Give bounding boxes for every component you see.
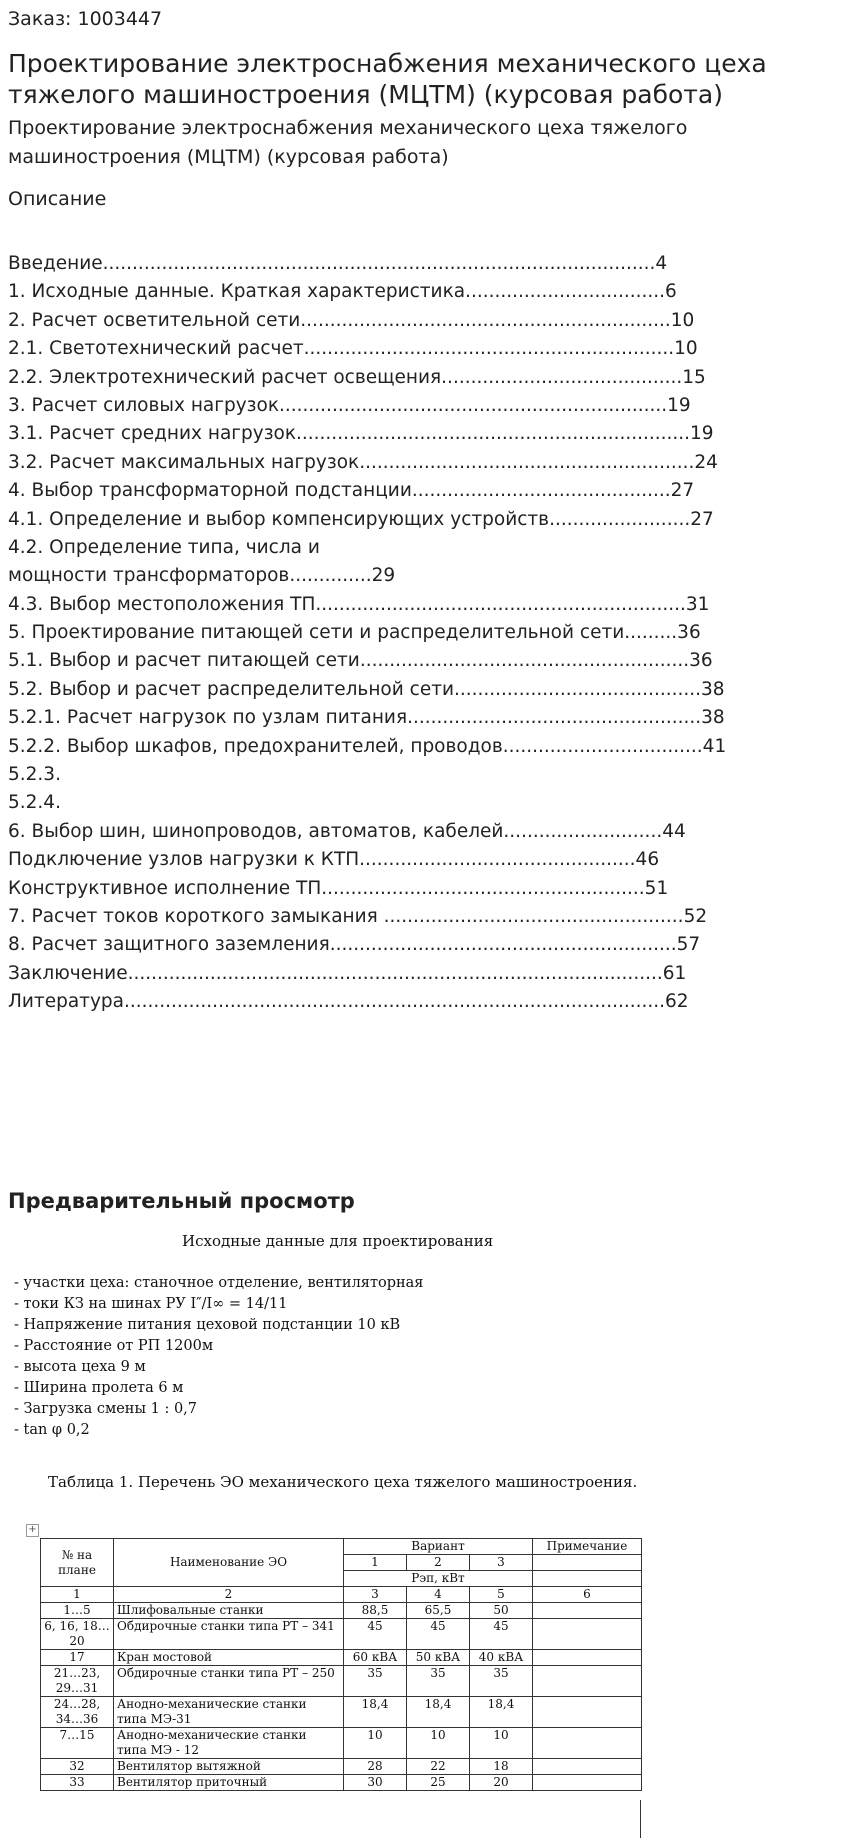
header-cell: Рэп, кВт — [344, 1571, 533, 1587]
table-row — [41, 1775, 642, 1791]
toc-item: 8. Расчет защитного заземления...........................................................57 — [8, 934, 701, 956]
preview-initial-data-list — [14, 1273, 423, 1441]
table-cell — [533, 1775, 642, 1791]
table-of-contents — [8, 250, 838, 1017]
table-cell: Вентилятор приточный — [114, 1775, 344, 1791]
table-cell: 18,4 — [344, 1697, 407, 1728]
description-heading: Описание — [8, 188, 107, 210]
table-row — [41, 1650, 642, 1666]
table-cell: 60 кВА — [344, 1650, 407, 1666]
toc-item: Введение..............................................................................................4 — [8, 253, 668, 274]
table-cell: Анодно-механические станки типа МЭ-31 — [114, 1697, 344, 1728]
toc-item: 4. Выбор трансформаторной подстанции............................................27 — [8, 480, 695, 502]
table-cell: 33 — [41, 1775, 114, 1791]
table-row — [41, 1759, 642, 1775]
preview-table-caption: Таблица 1. Перечень ЭО механического цеха тяжелого машиностроения. — [48, 1473, 638, 1491]
toc-item: 5.2.1. Расчет нагрузок по узлам питания..................................................38 — [8, 707, 725, 729]
column-number-cell: 5 — [470, 1587, 533, 1603]
order-number: Заказ: 1003447 — [8, 8, 163, 30]
toc-item: 7. Расчет токов короткого замыкания ...................................................52 — [8, 905, 708, 927]
table-cell: Кран мостовой — [114, 1650, 344, 1666]
table-cell: 45 — [344, 1619, 407, 1650]
table-cell: 35 — [407, 1666, 470, 1697]
toc-item: 5.1. Выбор и расчет питающей сети........................................................36 — [8, 650, 713, 672]
toc-item: 2. Расчет осветительной сети...............................................................10 — [8, 309, 695, 331]
table-cell — [533, 1619, 642, 1650]
toc-item: 5.2.3. — [8, 764, 61, 786]
table-row — [41, 1697, 642, 1728]
preview-list-item: - Ширина пролета 6 м — [14, 1380, 184, 1396]
column-number-cell: 4 — [407, 1587, 470, 1603]
table-move-handle-icon: + — [26, 1524, 39, 1537]
header-cell: Наименование ЭО — [114, 1539, 344, 1587]
table-row — [41, 1728, 642, 1759]
table-cell: 20 — [470, 1775, 533, 1791]
toc-item: 4.3. Выбор местоположения ТП...............................................................31 — [8, 593, 710, 615]
table-cell: 35 — [344, 1666, 407, 1697]
header-cell: № на плане — [41, 1539, 114, 1587]
preview-list-item: - tan φ 0,2 — [14, 1422, 90, 1438]
table-cell: 10 — [470, 1728, 533, 1759]
table-cell — [533, 1650, 642, 1666]
header-cell — [533, 1555, 642, 1571]
table-cell — [533, 1697, 642, 1728]
table-cell: 18,4 — [407, 1697, 470, 1728]
toc-item: Заключение...........................................................................................61 — [8, 962, 687, 984]
table-cell: 17 — [41, 1650, 114, 1666]
table-cell: Шлифовальные станки — [114, 1603, 344, 1619]
table-cell — [533, 1759, 642, 1775]
header-cell — [533, 1571, 642, 1587]
toc-item: Литература............................................................................................62 — [8, 991, 689, 1013]
toc-item: 3. Расчет силовых нагрузок..................................................................19 — [8, 394, 691, 416]
page-subtitle: Проектирование электроснабжения механического цеха тяжелого машиностроения (МЦТМ) (курсовая работа) — [8, 117, 688, 168]
toc-item: мощности трансформаторов..............29 — [8, 565, 396, 587]
preview-doc-title: Исходные данные для проектирования — [182, 1232, 494, 1250]
toc-item: 2.1. Светотехнический расчет...............................................................10 — [8, 338, 698, 360]
column-number-cell: 6 — [533, 1587, 642, 1603]
preview-list-item: - высота цеха 9 м — [14, 1359, 146, 1375]
table-cell — [533, 1666, 642, 1697]
table-cell: 6, 16, 18…20 — [41, 1619, 114, 1650]
toc-item: 5.2.2. Выбор шкафов, предохранителей, проводов..................................41 — [8, 735, 727, 757]
table-cell: 18,4 — [470, 1697, 533, 1728]
toc-item: 2.2. Электротехнический расчет освещения.........................................15 — [8, 366, 706, 388]
table-cell: 35 — [470, 1666, 533, 1697]
header-cell: 3 — [470, 1555, 533, 1571]
toc-item: 4.1. Определение и выбор компенсирующих устройств........................27 — [8, 508, 714, 530]
preview-list-item: - участки цеха: станочное отделение, вентиляторная — [14, 1275, 424, 1291]
table-cell: 10 — [407, 1728, 470, 1759]
text-caret — [640, 1800, 641, 1838]
table-cell: 40 кВА — [470, 1650, 533, 1666]
table-cell: 18 — [470, 1759, 533, 1775]
page-title: Проектирование электроснабжения механического цеха тяжелого машиностроения (МЦТМ) (курсовая работа) — [8, 49, 767, 109]
table-cell: Анодно-механические станки типа МЭ - 12 — [114, 1728, 344, 1759]
table-header-row — [41, 1539, 642, 1555]
toc-item: 3.2. Расчет максимальных нагрузок.........................................................24 — [8, 451, 718, 473]
table-cell: 45 — [407, 1619, 470, 1650]
table-cell: 24…28, 34…36 — [41, 1697, 114, 1728]
toc-item: Конструктивное исполнение ТП.......................................................51 — [8, 877, 669, 899]
toc-item: 1. Исходные данные. Краткая характеристика..................................6 — [8, 281, 677, 303]
table-cell: 7…15 — [41, 1728, 114, 1759]
toc-item: 5.2.4. — [8, 792, 61, 814]
table-cell: 65,5 — [407, 1603, 470, 1619]
table-cell: 28 — [344, 1759, 407, 1775]
table-cell: 50 — [470, 1603, 533, 1619]
toc-item: 6. Выбор шин, шинопроводов, автоматов, кабелей...........................44 — [8, 820, 686, 842]
table-column-numbers-row — [41, 1587, 642, 1603]
table-row — [41, 1603, 642, 1619]
table-cell: 50 кВА — [407, 1650, 470, 1666]
table-cell: 10 — [344, 1728, 407, 1759]
preview-list-item: - Напряжение питания цеховой подстанции 10 кВ — [14, 1317, 401, 1333]
table-cell: 30 — [344, 1775, 407, 1791]
table-cell: Обдирочные станки типа РТ – 341 — [114, 1619, 344, 1650]
table-cell: 1…5 — [41, 1603, 114, 1619]
preview-heading: Предварительный просмотр — [8, 1189, 355, 1213]
table-cell — [533, 1728, 642, 1759]
toc-item: 5.2. Выбор и расчет распределительной сети..........................................38 — [8, 678, 725, 700]
table-cell: 88,5 — [344, 1603, 407, 1619]
table-cell: 22 — [407, 1759, 470, 1775]
equipment-table — [40, 1538, 642, 1791]
table-cell — [533, 1603, 642, 1619]
table-row — [41, 1619, 642, 1650]
toc-item: 5. Проектирование питающей сети и распределительной сети.........36 — [8, 622, 701, 644]
toc-item: 4.2. Определение типа, числа и — [8, 536, 320, 558]
table-cell: 25 — [407, 1775, 470, 1791]
table-row — [41, 1666, 642, 1697]
column-number-cell: 3 — [344, 1587, 407, 1603]
table-cell: 45 — [470, 1619, 533, 1650]
table-cell: Вентилятор вытяжной — [114, 1759, 344, 1775]
preview-list-item: - Расстояние от РП 1200м — [14, 1338, 214, 1354]
table-cell: 32 — [41, 1759, 114, 1775]
header-cell: 2 — [407, 1555, 470, 1571]
preview-list-item: - Загрузка смены 1 : 0,7 — [14, 1401, 198, 1417]
toc-item: 3.1. Расчет средних нагрузок...................................................................19 — [8, 423, 714, 445]
table-cell: 21…23, 29…31 — [41, 1666, 114, 1697]
column-number-cell: 2 — [114, 1587, 344, 1603]
header-cell: Примечание — [533, 1539, 642, 1555]
header-cell: Вариант — [344, 1539, 533, 1555]
table-cell: Обдирочные станки типа РТ – 250 — [114, 1666, 344, 1697]
preview-list-item: - токи КЗ на шинах РУ I″/I∞ = 14/11 — [14, 1296, 288, 1312]
toc-item: Подключение узлов нагрузки к КТП...............................................46 — [8, 849, 660, 871]
header-cell: 1 — [344, 1555, 407, 1571]
column-number-cell: 1 — [41, 1587, 114, 1603]
